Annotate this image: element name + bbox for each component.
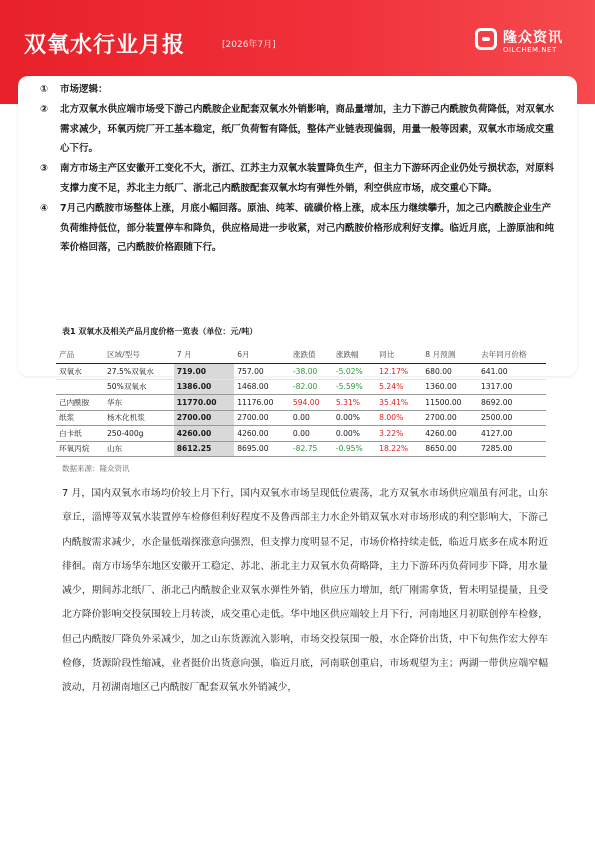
table-row	[56, 379, 546, 395]
cell-forecast: 680.00	[422, 364, 478, 380]
table-row	[56, 441, 546, 457]
cell-yoy: 18.22%	[376, 441, 422, 457]
cell-change-pct: -5.59%	[333, 379, 376, 395]
cell-product: 己内酰胺	[56, 395, 104, 411]
price-table-container	[56, 346, 546, 457]
logic-number: ②	[40, 103, 49, 115]
market-logic-list	[40, 80, 560, 258]
cell-spec: 山东	[104, 441, 174, 457]
cell-last-year: 1317.00	[478, 379, 546, 395]
col-header: 涨跌幅	[333, 346, 376, 364]
logic-text: 7月己内酰胺市场整体上涨，月底小幅回落。原油、纯苯、硫磺价格上涨，成本压力继续攀升，加之己内酰胺企业生产负荷维持低位，部分装置停车和降负，供应格局进一步收紧，对己内酰胺价格形成利好支撑。临近月底，上游原油和纯苯价格回落，己内酰胺价格跟随下行。	[60, 202, 555, 254]
table-header-row	[56, 346, 546, 364]
logic-number: ④	[40, 202, 49, 214]
cell-yoy: 3.22%	[376, 426, 422, 442]
cell-product	[56, 379, 104, 395]
col-header: 涨跌值	[290, 346, 333, 364]
cell-june: 4260.00	[234, 426, 290, 442]
cell-product: 纸浆	[56, 410, 104, 426]
cell-yoy: 12.17%	[376, 364, 422, 380]
col-header: 区域/型号	[104, 346, 174, 364]
cell-last-year: 641.00	[478, 364, 546, 380]
oilchem-logo	[475, 26, 575, 58]
logic-number: ①	[40, 84, 49, 95]
analysis-paragraph: 7 月，国内双氧水市场均价较上月下行，国内双氧水市场呈现低位震荡，北方双氧水市场供应端虽有河北，山东章丘，淄博等双氧水装置停车检修但利好程度不及鲁西部主力水企外销双氧水对市场形成的利空影响大，下游己内酰胺需求减少，水企量低端探涨意向强烈，但支撑力度明显不足，市场价格持续走低，临近月底多在成本附近徘徊。南方市场华东地区安徽开工稳定、苏北、浙北主力双氧水负荷略降，主力下游环丙负荷同步下降，用水量减少，期间苏北纸厂、浙北己内酰胺企业双氧水弹性外销，供应压力增加，纸厂刚需拿货，暂未明显提量，且受北方降价影响交投氛围较上月转淡，成交重心走低。华中地区供应端较上月下行，河南地区月初联创停车检修，但己内酰胺厂降负外采减少，加之山东货源流入影响，市场交投氛围一般，水企降价出货，中下旬焦作宏大停车检修，货源阶段性缩减，业者挺价出货意向强，临近月底，河南联创重启，市场观望为主；两湖一带供应端窄幅波动，月初湖南地区己内酰胺厂配套双氧水外销减少，	[62, 488, 548, 694]
cell-spec: 杨木化机浆	[104, 410, 174, 426]
cell-june: 1468.00	[234, 379, 290, 395]
cell-change-pct: -0.95%	[333, 441, 376, 457]
logo-icon	[475, 28, 497, 50]
logic-item	[40, 159, 560, 199]
cell-july: 4260.00	[174, 426, 234, 442]
cell-product: 环氧丙烷	[56, 441, 104, 457]
report-date: [2026年7月]	[222, 40, 276, 50]
cell-change: 594.00	[290, 395, 333, 411]
logic-text: 北方双氧水供应端市场受下游己内酰胺企业配套双氧水外销影响，商品量增加，主力下游己内酰胺负荷降低，对双氧水需求减少，环氧丙烷厂开工基本稳定，纸厂负荷暂有降低，整体产业链表现偏弱，用量一般等因素，双氧水市场成交重心下行。	[60, 103, 555, 155]
cell-yoy: 8.00%	[376, 410, 422, 426]
col-header: 8 月预测	[422, 346, 478, 364]
col-header: 产品	[56, 346, 104, 364]
cell-change-pct: 0.00%	[333, 410, 376, 426]
cell-july: 11770.00	[174, 395, 234, 411]
logic-item	[40, 80, 560, 100]
cell-spec: 华东	[104, 395, 174, 411]
cell-june: 2700.00	[234, 410, 290, 426]
table-row	[56, 426, 546, 442]
table-row	[56, 395, 546, 411]
table-row	[56, 410, 546, 426]
col-header: 同比	[376, 346, 422, 364]
cell-last-year: 2500.00	[478, 410, 546, 426]
col-header: 7 月	[174, 346, 234, 364]
logic-number: ③	[40, 163, 49, 175]
cell-spec: 27.5%双氧水	[104, 364, 174, 380]
cell-change: 0.00	[290, 426, 333, 442]
cell-yoy: 5.24%	[376, 379, 422, 395]
cell-forecast: 4260.00	[422, 426, 478, 442]
cell-product: 白卡纸	[56, 426, 104, 442]
cell-change: 0.00	[290, 410, 333, 426]
cell-change: -82.75	[290, 441, 333, 457]
cell-change-pct: 0.00%	[333, 426, 376, 442]
price-table	[56, 346, 546, 457]
cell-forecast: 2700.00	[422, 410, 478, 426]
cell-change: -38.00	[290, 364, 333, 380]
cell-july: 1386.00	[174, 379, 234, 395]
cell-forecast: 1360.00	[422, 379, 478, 395]
cell-july: 2700.00	[174, 410, 234, 426]
logic-item	[40, 199, 560, 258]
cell-june: 757.00	[234, 364, 290, 380]
data-source: 数据来源：隆众资讯	[62, 464, 130, 473]
cell-forecast: 11500.00	[422, 395, 478, 411]
logo-name: 隆众资讯	[503, 30, 563, 46]
cell-yoy: 35.41%	[376, 395, 422, 411]
cell-last-year: 7285.00	[478, 441, 546, 457]
cell-change-pct: -5.02%	[333, 364, 376, 380]
cell-change: -82.00	[290, 379, 333, 395]
cell-product: 双氧水	[56, 364, 104, 380]
cell-spec: 50%双氧水	[104, 379, 174, 395]
cell-forecast: 8650.00	[422, 441, 478, 457]
cell-june: 11176.00	[234, 395, 290, 411]
cell-spec: 250-400g	[104, 426, 174, 442]
logic-text: 市场逻辑：	[60, 84, 108, 95]
logic-text: 南方市场主产区安徽开工变化不大，浙江、江苏主力双氧水装置降负生产，但主力下游环丙企业仍处亏损状态，对原料支撑力度不足，苏北主力纸厂、浙北己内酰胺配套双氧水均有弹性外销，利空供应市场，成交重心下降。	[60, 163, 555, 194]
cell-last-year: 4127.00	[478, 426, 546, 442]
cell-june: 8695.00	[234, 441, 290, 457]
cell-change-pct: 5.31%	[333, 395, 376, 411]
cell-july: 8612.25	[174, 441, 234, 457]
cell-july: 719.00	[174, 364, 234, 380]
table-caption: 表1 双氧水及相关产品月度价格一览表（单位：元/吨）	[62, 327, 258, 336]
cell-last-year: 8692.00	[478, 395, 546, 411]
col-header: 去年同月价格	[478, 346, 546, 364]
table-row	[56, 364, 546, 380]
logo-url: OILCHEM.NET	[503, 46, 557, 54]
report-title: 双氧水行业月报	[24, 33, 186, 58]
logic-item	[40, 100, 560, 159]
col-header: 6月	[234, 346, 290, 364]
